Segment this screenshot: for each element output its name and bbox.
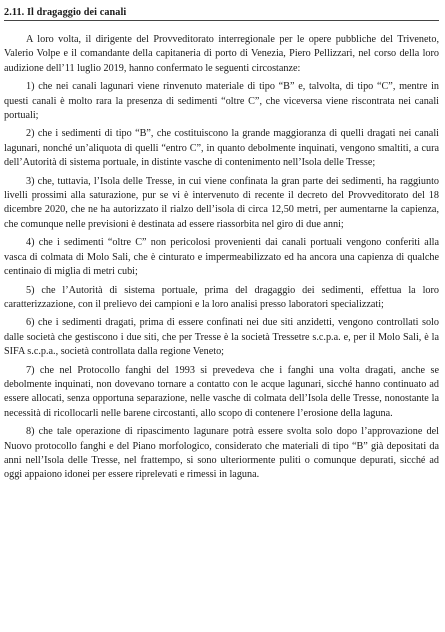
- paragraph-item-7: 7) che nel Protocollo fanghi del 1993 si prevedeva che i fanghi una volta dragati, anche se debolmente inquinati, non dovevano tornare a contatto con le acque lagunari, sicché hanno continuato ad essere allocati, senza opportuna separazione, nelle vasche di colmata dell’Isola delle Tresse, nonostante la necessità di ricollocarli nelle barene circostanti, allo scopo di contenere l’erosione della laguna.: [4, 364, 439, 419]
- paragraph-item-6: 6) che i sedimenti dragati, prima di essere confinati nei due siti anzidetti, vengono controllati solo dalle società che gestiscono i due siti, che per Tresse è la società Tressetre s.c.p.a. e, per il Molo Sali, è la SIFA s.c.p.a., società controllata dalla regione Veneto;: [4, 317, 439, 358]
- paragraph-item-8: 8) che tale operazione di ripascimento lagunare potrà essere svolta solo dopo l’approvazione del Nuovo protocollo fanghi e del Piano morfologico, considerato che materiali di tipo “B” già depositati da anni nell’Isola delle Tresse, nel frattempo, si sono ulteriormente puliti o comunque depurati, sicché ad oggi appaiono idonei per essere riprelevati e rimessi in laguna.: [4, 426, 439, 481]
- paragraph-intro: A loro volta, il dirigente del Provveditorato interregionale per le opere pubbliche del Triveneto, Valerio Volpe e il comandante della capitaneria di porto di Venezia, Piero Pellizzari, nel corso della loro audizione dell’11 luglio 2019, hanno confermato le seguenti circostanze:: [4, 34, 439, 74]
- paragraph-item-3: 3) che, tuttavia, l’Isola delle Tresse, in cui viene confinata la gran parte dei sedimenti, ha raggiunto livelli prossimi alla saturazione, pur se vi è intervenuto di recente il decreto del Provveditorato del 18 dicembre 2020, che ne ha autorizzato il rialzo dell’isola di circa 12,50 metri, per aumentarne la capienza, che comunque nelle previsioni è destinata ad essere riassorbita nel giro di due anni;: [4, 175, 439, 230]
- paragraph-item-1: 1) che nei canali lagunari viene rinvenuto materiale di tipo “B” e, talvolta, di tipo “C”, mentre in questi canali è molto rara la presenza di sedimenti “oltre C”, che viceversa viene riscontrata nei canali portuali;: [4, 81, 439, 122]
- paragraph-item-5: 5) che l’Autorità di sistema portuale, prima del dragaggio dei sedimenti, effettua la loro caratterizzazione, con il prelievo dei campioni e la loro analisi presso laboratori specializzati;: [4, 284, 439, 310]
- paragraph-item-4: 4) che i sedimenti “oltre C” non pericolosi provenienti dai canali portuali vengono conferiti alla vasca di colmata di Molo Sali, che è cinturato e impermeabilizzato ed ha ancora una capienza di qualche centinaio di miglia di metri cubi;: [4, 237, 439, 278]
- paragraph-item-2: 2) che i sedimenti di tipo “B”, che costituiscono la grande maggioranza di quelli dragati nei canali lagunari, nonché un’aliquota di quelli “entro C”, in quanto debolmente inquinati, vengono smaltiti, a cura dell’Autorità di sistema portuale, in distinte vasche di contenimento nell’Isola delle Tresse;: [4, 128, 439, 169]
- section-heading: 2.11. Il dragaggio dei canali: [4, 6, 439, 21]
